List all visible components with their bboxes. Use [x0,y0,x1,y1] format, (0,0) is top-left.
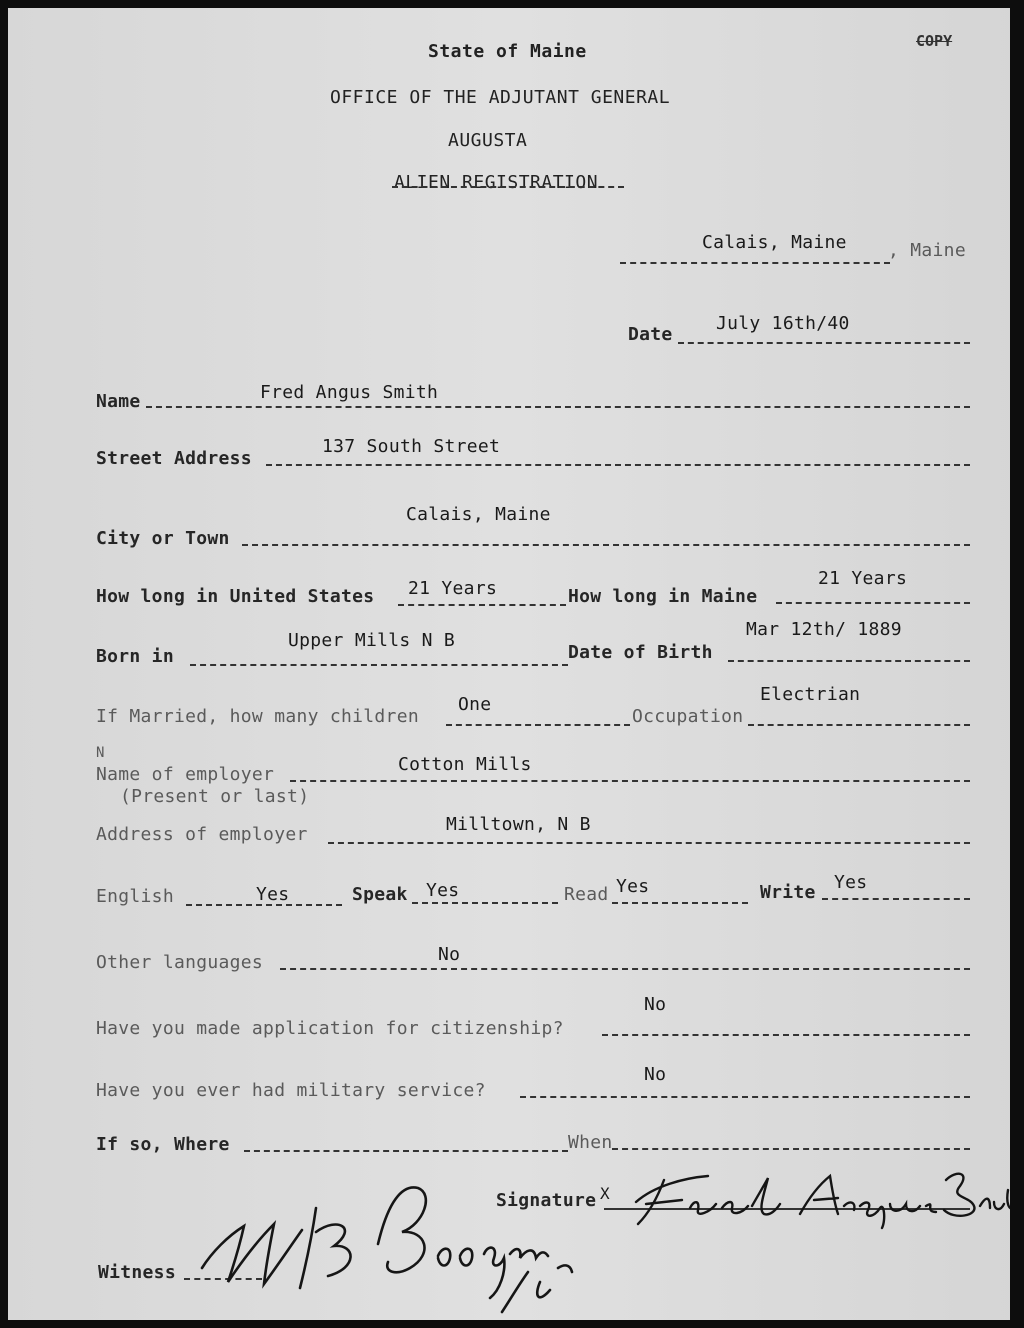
born-in-line [190,664,568,666]
witness-handwriting [188,1172,608,1320]
military-value: No [644,1064,667,1085]
speak-label: Speak [352,884,408,905]
city-label: City or Town [96,528,230,549]
children-value: One [458,694,492,715]
signature-mark: X [600,1184,610,1203]
write-value: Yes [834,872,868,893]
city-line [242,544,970,546]
maine-years-label: How long in Maine [568,586,758,607]
date-value: July 16th/40 [716,313,850,334]
name-value: Fred Angus Smith [260,382,439,403]
registration-form [8,8,1010,1320]
dob-line [728,660,970,662]
occupation-value: Electrian [760,684,861,705]
city-heading: AUGUSTA [448,130,528,151]
signature-handwriting [624,1156,1010,1236]
english-line [186,904,342,906]
citizenship-line [602,1034,970,1036]
when-line [612,1148,970,1150]
us-years-value: 21 Years [408,578,498,599]
employer-label: Name of employer [96,764,275,785]
other-languages-label: Other languages [96,952,264,973]
street-value: 137 South Street [322,436,501,457]
children-label: If Married, how many children [96,706,419,727]
location-value: Calais, Maine [702,232,847,253]
english-label: English [96,886,174,907]
location-suffix: , Maine [888,240,966,261]
employer-address-line [328,842,970,844]
dob-label: Date of Birth [568,642,713,663]
location-line [620,262,890,264]
read-line [612,902,748,904]
born-in-label: Born in [96,646,174,667]
write-line [822,898,970,900]
occupation-line [748,724,970,726]
office-heading: OFFICE OF THE ADJUTANT GENERAL [330,87,671,108]
citizenship-label: Have you made application for citizenship? [96,1018,564,1039]
state-heading: State of Maine [428,41,587,62]
military-label: Have you ever had military service? [96,1080,486,1101]
occupation-label: Occupation [632,706,744,727]
dob-value: Mar 12th/ 1889 [746,619,902,640]
name-label: Name [96,391,141,412]
employer-sublabel: (Present or last) [120,786,310,807]
date-label: Date [628,324,673,345]
speak-value: Yes [426,880,460,901]
when-label: When [568,1132,613,1153]
maine-years-value: 21 Years [818,568,908,589]
where-label: If so, Where [96,1134,230,1155]
other-languages-value: No [438,944,461,965]
maine-years-line [776,602,970,604]
where-line [244,1150,568,1152]
street-line [266,464,970,466]
signature-label: Signature [496,1190,597,1211]
employer-mark: N [96,745,105,761]
employer-line [290,780,970,782]
speak-line [412,902,558,904]
military-line [520,1096,970,1098]
copy-stamp: COPY [916,32,953,50]
citizenship-value: No [644,994,667,1015]
other-languages-line [280,968,970,970]
born-in-value: Upper Mills N B [288,630,456,651]
employer-address-value: Milltown, N B [446,814,591,835]
city-value: Calais, Maine [406,504,551,525]
children-line [446,724,630,726]
name-line [146,406,970,408]
us-years-label: How long in United States [96,586,375,607]
english-value: Yes [256,884,290,905]
us-years-line [398,604,566,606]
street-label: Street Address [96,448,252,469]
date-line [678,342,970,344]
witness-label: Witness [98,1262,176,1283]
read-label: Read [564,884,609,905]
form-title: ALIEN REGISTRATION [394,172,599,193]
read-value: Yes [616,876,650,897]
employer-address-label: Address of employer [96,824,308,845]
write-label: Write [760,882,816,903]
title-underline [392,186,624,188]
employer-value: Cotton Mills [398,754,532,775]
